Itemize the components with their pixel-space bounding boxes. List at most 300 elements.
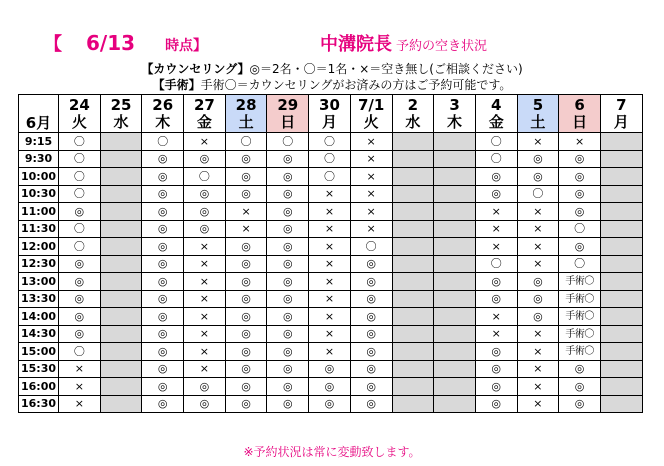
closed-cell [100,238,142,256]
availability-mark: × [241,222,251,236]
availability-mark: ◎ [366,292,376,306]
availability-mark: × [74,362,84,376]
availability-cell [517,238,559,256]
availability-cell [142,273,184,291]
closed-cell [100,325,142,343]
closed-cell [392,290,434,308]
availability-cell [59,360,101,378]
closed-cell [392,133,434,151]
availability-mark: ◎ [241,344,251,358]
time-row [19,325,643,343]
availability-mark: × [366,222,376,236]
legend-surgery-label: 【手術】 [152,78,201,92]
time-slot-label: 13:00 [19,273,59,291]
closed-cell [434,168,476,186]
availability-cell [517,133,559,151]
availability-cell [225,220,267,238]
closed-cell [434,238,476,256]
closed-cell [434,185,476,203]
availability-mark: ◎ [282,344,293,358]
availability-mark: × [199,292,210,306]
time-slot-label: 14:00 [19,308,59,326]
availability-mark: ◎ [574,152,585,166]
availability-mark: 〇 [157,134,169,148]
availability-mark: × [74,379,84,393]
availability-cell [475,290,517,308]
closed-cell [392,203,434,221]
availability-cell [559,203,601,221]
footnote: ※予約状況は常に変動致します。 [243,445,421,459]
availability-cell [267,185,309,203]
availability-cell [475,220,517,238]
availability-cell [59,168,101,186]
availability-cell [309,168,351,186]
availability-mark: ◎ [491,344,502,358]
availability-cell [184,150,226,168]
availability-mark: ◎ [157,309,168,323]
availability-cell [267,308,309,326]
availability-mark: × [491,239,501,253]
availability-mark: × [199,344,210,358]
availability-cell [267,290,309,308]
availability-mark: ◎ [157,239,168,253]
surgery-availability-mark: 手術〇 [565,328,594,340]
day-date: 7 [616,95,627,114]
availability-cell [517,290,559,308]
time-row [19,378,643,396]
availability-cell [350,378,392,396]
availability-cell [225,255,267,273]
availability-mark: × [324,204,335,218]
day-date: 7/1 [357,95,385,114]
availability-mark: ◎ [74,309,85,323]
time-row [19,343,643,361]
day-date: 30 [319,95,340,114]
day-date: 25 [110,95,132,114]
availability-mark: ◎ [366,309,376,323]
availability-cell [142,343,184,361]
availability-cell [350,343,392,361]
availability-cell [184,185,226,203]
day-header [350,95,392,133]
availability-mark: × [574,134,585,148]
closed-cell [600,325,642,343]
closed-cell [392,308,434,326]
availability-mark: ◎ [282,222,293,236]
day-date: 26 [152,95,174,114]
day-header [434,95,476,133]
legend-surgery [0,76,664,93]
availability-mark: ◎ [574,239,585,253]
legend-surgery-text: 手術〇＝カウンセリングがお済みの方はご予約可能です。 [200,78,512,92]
availability-cell [350,185,392,203]
availability-mark: × [324,257,335,271]
availability-mark: × [199,239,210,253]
closed-cell [434,273,476,291]
availability-cell [475,168,517,186]
availability-cell [184,238,226,256]
availability-mark: ◎ [366,274,376,288]
availability-mark: × [324,239,335,253]
closed-cell [100,290,142,308]
availability-cell [309,378,351,396]
closed-cell [600,185,642,203]
availability-mark: 〇 [574,257,586,271]
availability-cell [475,343,517,361]
availability-cell [225,203,267,221]
availability-cell [142,360,184,378]
availability-cell [517,168,559,186]
availability-cell [267,255,309,273]
time-slot-label: 9:30 [19,150,59,168]
availability-cell [309,203,351,221]
closed-cell [392,150,434,168]
availability-mark: ◎ [241,257,251,271]
availability-cell [142,395,184,413]
day-header [184,95,226,133]
closed-cell [392,220,434,238]
closed-cell [392,343,434,361]
availability-mark: ◎ [491,169,502,183]
closed-cell [600,150,642,168]
availability-mark: ◎ [491,379,502,393]
availability-cell [475,325,517,343]
availability-cell [517,308,559,326]
closed-cell [600,133,642,151]
legend-counseling-label: 【カウンセリング】 [141,62,250,76]
availability-cell [559,220,601,238]
availability-cell [517,220,559,238]
availability-mark: ◎ [241,379,251,393]
availability-mark: × [324,292,335,306]
time-slot-label: 13:30 [19,290,59,308]
surgery-availability-mark: 手術〇 [565,293,594,305]
availability-cell [59,133,101,151]
time-row [19,133,643,151]
day-weekday: 月 [613,112,629,131]
availability-cell [517,150,559,168]
closed-cell [434,325,476,343]
closed-cell [392,238,434,256]
availability-cell [475,133,517,151]
availability-cell [475,203,517,221]
availability-mark: × [533,379,543,393]
availability-cell [559,290,601,308]
availability-mark: 〇 [73,169,85,183]
availability-cell [309,255,351,273]
availability-mark: ◎ [74,292,85,306]
time-slot-label: 14:30 [19,325,59,343]
availability-cell [559,150,601,168]
availability-mark: ◎ [241,187,251,201]
day-header [100,95,142,133]
availability-cell [475,360,517,378]
availability-mark: ◎ [533,274,543,288]
header-date: 6/13 [86,31,136,55]
closed-cell [100,185,142,203]
availability-mark: 〇 [73,152,85,166]
closed-cell [100,360,142,378]
availability-mark: ◎ [282,362,293,376]
availability-cell [559,133,601,151]
availability-cell [184,255,226,273]
availability-cell [225,273,267,291]
availability-mark: × [491,222,501,236]
availability-mark: × [533,134,543,148]
availability-cell [184,273,226,291]
availability-mark: ◎ [241,274,251,288]
availability-mark: ◎ [574,187,585,201]
day-date: 6 [574,95,585,114]
availability-cell [475,238,517,256]
time-slot-label: 10:00 [19,168,59,186]
availability-cell [142,378,184,396]
availability-cell [267,220,309,238]
month-label: 6月 [19,95,59,133]
day-weekday: 水 [113,112,129,131]
availability-mark: ◎ [366,344,376,358]
surgery-availability-mark: 手術〇 [565,346,594,358]
closed-cell [392,255,434,273]
availability-mark: × [199,274,210,288]
availability-mark: ◎ [324,379,335,393]
availability-mark: ◎ [574,379,585,393]
availability-mark: 〇 [73,239,85,253]
availability-mark: ◎ [574,204,585,218]
availability-mark: ◎ [282,379,293,393]
availability-cell [184,133,226,151]
availability-cell [225,395,267,413]
day-weekday: 日 [280,112,296,131]
time-row [19,238,643,256]
availability-mark: ◎ [157,362,168,376]
availability-cell [475,378,517,396]
day-weekday: 火 [363,112,379,131]
day-date: 5 [532,95,544,114]
availability-mark: ◎ [199,187,210,201]
availability-cell [184,395,226,413]
availability-mark: ◎ [157,397,168,411]
availability-cell [559,273,601,291]
availability-cell [142,308,184,326]
availability-mark: ◎ [533,152,543,166]
day-header [142,95,184,133]
availability-cell [309,325,351,343]
availability-mark: ◎ [366,379,376,393]
availability-mark: 〇 [198,169,210,183]
availability-cell [350,325,392,343]
availability-cell [184,203,226,221]
availability-cell [559,185,601,203]
availability-cell [517,360,559,378]
availability-mark: ◎ [282,169,293,183]
availability-mark: ◎ [241,169,251,183]
day-weekday: 土 [530,112,546,131]
availability-mark: ◎ [491,397,502,411]
closed-cell [434,308,476,326]
availability-mark: ◎ [282,327,293,341]
availability-cell [184,168,226,186]
time-slot-label: 11:30 [19,220,59,238]
availability-mark: × [199,309,210,323]
availability-mark: 〇 [574,222,586,236]
day-weekday: 木 [447,112,463,131]
availability-mark: × [366,187,376,201]
closed-cell [392,185,434,203]
availability-cell [59,343,101,361]
closed-cell [100,133,142,151]
availability-mark: ◎ [491,292,502,306]
availability-mark: ◎ [157,292,168,306]
legend-counseling-text: ◎＝2名・〇＝1名・×＝空き無し(ご相談ください) [249,62,523,76]
availability-mark: ◎ [157,344,168,358]
availability-mark: 〇 [240,134,252,148]
surgery-availability-mark: 手術〇 [565,311,594,323]
availability-mark: ◎ [366,362,376,376]
availability-cell [267,203,309,221]
clinic-name: 中溝院長 [320,34,392,55]
availability-cell [309,308,351,326]
availability-cell [267,133,309,151]
closed-cell [600,238,642,256]
header-row [19,95,643,133]
availability-cell [142,133,184,151]
availability-mark: × [324,187,335,201]
availability-cell [350,273,392,291]
availability-cell [309,185,351,203]
availability-cell [350,150,392,168]
availability-mark: ◎ [199,397,210,411]
time-slot-label: 16:00 [19,378,59,396]
availability-mark: ◎ [282,152,293,166]
clinic-subtitle: 予約の空き状況 [396,39,488,54]
day-weekday: 金 [488,112,504,131]
day-header [59,95,101,133]
legend-counseling [0,60,664,77]
time-row [19,360,643,378]
availability-cell [225,238,267,256]
time-slot-label: 10:30 [19,185,59,203]
availability-mark: × [533,222,543,236]
availability-cell [517,325,559,343]
availability-mark: ◎ [491,187,502,201]
header-as-of: 時点】 [165,38,208,54]
closed-cell [100,220,142,238]
availability-cell [184,220,226,238]
availability-cell [59,395,101,413]
day-weekday: 日 [572,112,588,131]
availability-cell [309,360,351,378]
availability-mark: ◎ [241,309,251,323]
availability-cell [267,150,309,168]
availability-mark: 〇 [490,152,502,166]
availability-mark: × [366,152,376,166]
availability-mark: ◎ [157,152,168,166]
availability-mark: ◎ [199,204,210,218]
availability-mark: ◎ [199,222,210,236]
availability-mark: × [324,222,335,236]
availability-cell [517,185,559,203]
availability-cell [350,238,392,256]
day-header [392,95,434,133]
availability-mark: ◎ [574,397,585,411]
day-date: 2 [407,95,419,114]
availability-mark: ◎ [324,397,335,411]
closed-cell [434,290,476,308]
day-date: 29 [277,95,299,114]
availability-cell [225,168,267,186]
availability-cell [267,238,309,256]
availability-cell [184,290,226,308]
date-header [44,30,207,56]
availability-mark: × [241,204,251,218]
availability-cell [267,360,309,378]
availability-cell [517,255,559,273]
availability-mark: ◎ [157,257,168,271]
availability-mark: × [366,169,376,183]
availability-cell [559,395,601,413]
closed-cell [434,343,476,361]
availability-mark: ◎ [74,204,85,218]
availability-cell [142,203,184,221]
availability-mark: × [324,344,335,358]
day-header [225,95,267,133]
closed-cell [600,273,642,291]
availability-mark: 〇 [323,134,335,148]
availability-mark: 〇 [532,187,544,201]
closed-cell [392,395,434,413]
availability-mark: ◎ [533,169,543,183]
availability-cell [142,185,184,203]
availability-mark: 〇 [73,134,85,148]
day-date: 28 [235,95,257,114]
availability-mark: ◎ [157,222,168,236]
availability-mark: ◎ [199,152,210,166]
availability-mark: × [533,257,543,271]
availability-mark: ◎ [491,362,502,376]
availability-cell [309,150,351,168]
availability-cell [267,378,309,396]
availability-mark: ◎ [282,204,293,218]
closed-cell [434,203,476,221]
closed-cell [434,378,476,396]
day-weekday: 月 [321,112,337,131]
availability-cell [517,343,559,361]
closed-cell [434,255,476,273]
time-row [19,395,643,413]
availability-cell [142,168,184,186]
time-row [19,273,643,291]
availability-cell [559,238,601,256]
availability-cell [225,378,267,396]
closed-cell [100,308,142,326]
availability-cell [559,168,601,186]
day-date: 3 [449,95,460,114]
closed-cell [434,150,476,168]
availability-cell [350,360,392,378]
availability-mark: ◎ [241,292,251,306]
availability-mark: 〇 [73,344,85,358]
availability-cell [142,220,184,238]
availability-cell [350,308,392,326]
closed-cell [600,220,642,238]
clinic-header [320,30,487,56]
header-bracket: 【 [44,34,62,55]
availability-mark: ◎ [282,187,293,201]
availability-cell [559,255,601,273]
availability-cell [184,343,226,361]
availability-cell [350,220,392,238]
